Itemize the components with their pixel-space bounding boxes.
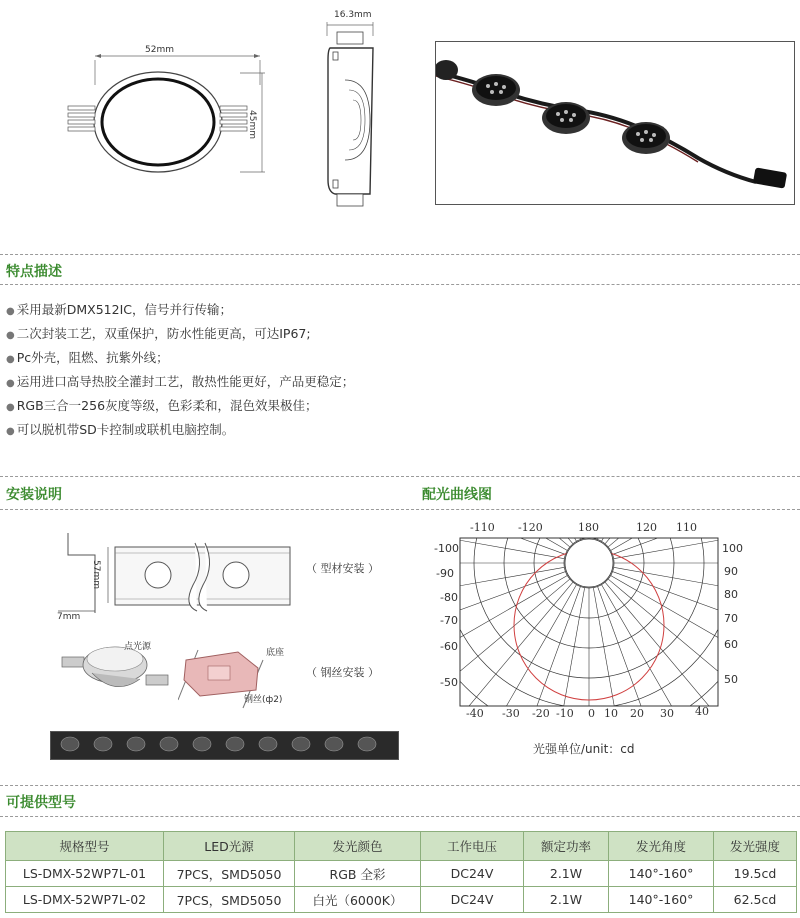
models-table bbox=[5, 831, 797, 913]
polar-right-label: 70 bbox=[724, 612, 738, 625]
cell-intensity: 62.5cd bbox=[714, 887, 797, 913]
polar-right-label: 80 bbox=[724, 588, 738, 601]
unit-caption: 光强单位/unit：cd bbox=[533, 742, 635, 756]
divider-6 bbox=[0, 816, 800, 817]
polar-bottom-label: 30 bbox=[660, 707, 674, 720]
polar-left-label: -100 bbox=[434, 542, 459, 555]
feature-item: ● 可以脱机带SD卡控制或联机电脑控制。 bbox=[6, 422, 235, 437]
cell-led: 7PCS，SMD5050 bbox=[164, 861, 295, 887]
polar-left-label: -90 bbox=[436, 567, 454, 580]
models-title: 可提供型号 bbox=[6, 795, 76, 811]
header-power: 额定功率 bbox=[524, 832, 609, 861]
polar-bottom-label: 20 bbox=[630, 707, 644, 720]
table-row bbox=[6, 861, 797, 887]
polar-bottom-label: -10 bbox=[556, 707, 574, 720]
polar-center bbox=[565, 539, 613, 587]
polar-bottom-label: 0 bbox=[588, 707, 595, 720]
polar-bottom-label: -20 bbox=[532, 707, 550, 720]
feature-item: ● 二次封装工艺，双重保护，防水性能更高，可达IP67; bbox=[6, 326, 311, 341]
cell-power: 2.1W bbox=[524, 887, 609, 913]
polar-top-label: -120 bbox=[518, 521, 543, 534]
polar-left-label: -50 bbox=[440, 676, 458, 689]
polar-right-label: 100 bbox=[722, 542, 743, 555]
divider-3 bbox=[0, 476, 800, 477]
profile-width-label: 7mm bbox=[57, 612, 81, 622]
side-view-drawing bbox=[315, 10, 385, 215]
cell-color: 白光（6000K） bbox=[295, 887, 421, 913]
polar-right-label: 90 bbox=[724, 565, 738, 578]
polar-bottom-label: -40 bbox=[466, 707, 484, 720]
header-led: LED光源 bbox=[164, 832, 295, 861]
cell-voltage: DC24V bbox=[421, 887, 524, 913]
polar-spoke bbox=[602, 515, 720, 541]
light-curve-title: 配光曲线图 bbox=[422, 487, 492, 503]
table-row bbox=[6, 887, 797, 913]
feature-item: ● 运用进口高导热胶全灌封工艺，散热性能更好，产品更稳定； bbox=[6, 374, 355, 389]
point-light-label: 点光源 bbox=[124, 642, 152, 652]
profile-install-caption: （ 型材安装 ） bbox=[306, 562, 379, 575]
polar-left-label: -60 bbox=[440, 640, 458, 653]
cell-angle: 140°-160° bbox=[609, 861, 714, 887]
header-model: 规格型号 bbox=[6, 832, 164, 861]
polar-right-label: 50 bbox=[724, 673, 738, 686]
polar-spoke bbox=[593, 515, 634, 538]
header-intensity: 发光强度 bbox=[714, 832, 797, 861]
polar-top-label: 180 bbox=[578, 521, 599, 534]
divider-5 bbox=[0, 785, 800, 786]
bar-fixture-leds bbox=[50, 731, 397, 758]
polar-left-label: -70 bbox=[440, 614, 458, 627]
header-color: 发光颜色 bbox=[295, 832, 421, 861]
install-title: 安装说明 bbox=[6, 487, 62, 503]
feature-item: ● 采用最新DMX512IC，信号并行传输； bbox=[6, 302, 232, 317]
table-header-row bbox=[6, 832, 797, 861]
cell-model: LS-DMX-52WP7L-02 bbox=[6, 887, 164, 913]
width-dimension-label: 52mm bbox=[145, 45, 174, 55]
point-light-drawing bbox=[60, 635, 170, 705]
features-title: 特点描述 bbox=[6, 264, 62, 280]
cell-angle: 140°-160° bbox=[609, 887, 714, 913]
base-label: 底座 bbox=[266, 648, 285, 658]
polar-bottom-label: -30 bbox=[502, 707, 520, 720]
cell-power: 2.1W bbox=[524, 861, 609, 887]
cell-model: LS-DMX-52WP7L-01 bbox=[6, 861, 164, 887]
divider-4 bbox=[0, 509, 800, 510]
polar-bottom-label: 10 bbox=[604, 707, 618, 720]
wire-label: 钢丝(ф2) bbox=[244, 695, 283, 705]
header-voltage: 工作电压 bbox=[421, 832, 524, 861]
product-photo bbox=[435, 41, 795, 205]
polar-left-label: -80 bbox=[440, 591, 458, 604]
depth-dimension-label: 16.3mm bbox=[334, 10, 372, 20]
polar-top-label: 120 bbox=[636, 521, 657, 534]
feature-item: ● Pc外壳，阻燃、抗紫外线； bbox=[6, 350, 169, 365]
divider-1 bbox=[0, 254, 800, 255]
height-dimension-label: 45mm bbox=[247, 110, 257, 139]
cell-voltage: DC24V bbox=[421, 861, 524, 887]
header-angle: 发光角度 bbox=[609, 832, 714, 861]
cell-color: RGB 全彩 bbox=[295, 861, 421, 887]
feature-item: ● RGB三合一256灰度等级，色彩柔和，混色效果极佳； bbox=[6, 398, 318, 413]
wire-install-caption: （ 钢丝安装 ） bbox=[306, 666, 379, 679]
polar-right-label: 60 bbox=[724, 638, 738, 651]
polar-top-label: 110 bbox=[676, 521, 697, 534]
cell-led: 7PCS，SMD5050 bbox=[164, 887, 295, 913]
profile-height-label: 57mm bbox=[91, 560, 101, 589]
cell-intensity: 19.5cd bbox=[714, 861, 797, 887]
polar-top-label: -110 bbox=[470, 521, 495, 534]
polar-bottom-label: 40 bbox=[695, 705, 709, 718]
divider-2 bbox=[0, 284, 800, 285]
